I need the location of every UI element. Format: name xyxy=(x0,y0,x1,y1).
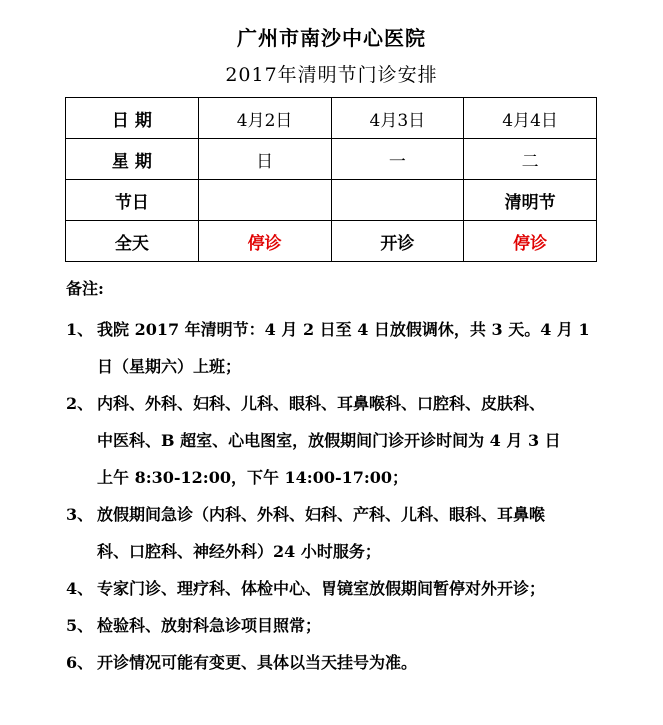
note-item-6 xyxy=(66,644,626,681)
note-number: 2、 xyxy=(66,394,94,413)
row-label-allday: 全天 xyxy=(66,221,199,262)
note-number: 5、 xyxy=(66,616,94,635)
table-row-allday xyxy=(66,221,597,262)
note-line: 中医科、B 超室、心电图室，放假期间门诊开诊时间为 4 月 3 日 xyxy=(97,431,561,450)
note-number: 6、 xyxy=(66,653,94,672)
cell-weekday-1: 日 xyxy=(198,139,331,180)
note-item-4 xyxy=(66,570,626,607)
notes-heading: 备注: xyxy=(66,279,104,298)
hospital-title: 广州市南沙中心医院 xyxy=(237,26,426,50)
cell-holiday-3: 清明节 xyxy=(464,180,597,221)
note-line: 开诊情况可能有变更、具体以当天挂号为准。 xyxy=(97,653,418,672)
cell-status-open: 开诊 xyxy=(331,221,464,262)
note-line: 专家门诊、理疗科、体检中心、胃镜室放假期间暂停对外开诊； xyxy=(97,579,546,598)
note-line: 检验科、放射科急诊项目照常； xyxy=(97,616,322,635)
note-number: 1、 xyxy=(66,320,94,339)
note-number: 3、 xyxy=(66,505,94,524)
note-number: 4、 xyxy=(66,579,94,598)
cell-date-3: 4月4日 xyxy=(464,98,597,139)
cell-weekday-3: 二 xyxy=(464,139,597,180)
note-line: 内科、外科、妇科、儿科、眼科、耳鼻喉科、口腔科、皮肤科、 xyxy=(97,394,546,413)
row-label-weekday: 星 期 xyxy=(66,139,199,180)
note-line: 放假期间急诊（内科、外科、妇科、产科、儿科、眼科、耳鼻喉 xyxy=(97,505,546,524)
note-line: 日（星期六）上班； xyxy=(97,357,242,376)
schedule-title: 2017年清明节门诊安排 xyxy=(225,64,438,86)
notes-section xyxy=(66,276,626,681)
table-row-weekday xyxy=(66,139,597,180)
cell-status-closed-1: 停诊 xyxy=(198,221,331,262)
cell-holiday-2 xyxy=(331,180,464,221)
note-line: 科、口腔科、神经外科）24 小时服务； xyxy=(97,542,381,561)
cell-date-2: 4月3日 xyxy=(331,98,464,139)
row-label-holiday: 节日 xyxy=(66,180,199,221)
note-line: 我院 2017 年清明节：4 月 2 日至 4 日放假调休，共 3 天。4 月 1 xyxy=(97,320,590,339)
table-row-date xyxy=(66,98,597,139)
note-item-3 xyxy=(66,496,626,570)
cell-status-closed-2: 停诊 xyxy=(464,221,597,262)
cell-date-1: 4月2日 xyxy=(198,98,331,139)
note-item-5 xyxy=(66,607,626,644)
schedule-table xyxy=(65,97,597,262)
note-item-2 xyxy=(66,385,626,496)
cell-weekday-2: 一 xyxy=(331,139,464,180)
table-row-holiday xyxy=(66,180,597,221)
cell-holiday-1 xyxy=(198,180,331,221)
row-label-date: 日 期 xyxy=(66,98,199,139)
note-line: 上午 8:30-12:00，下午 14:00-17:00； xyxy=(97,468,409,487)
note-item-1 xyxy=(66,311,626,385)
